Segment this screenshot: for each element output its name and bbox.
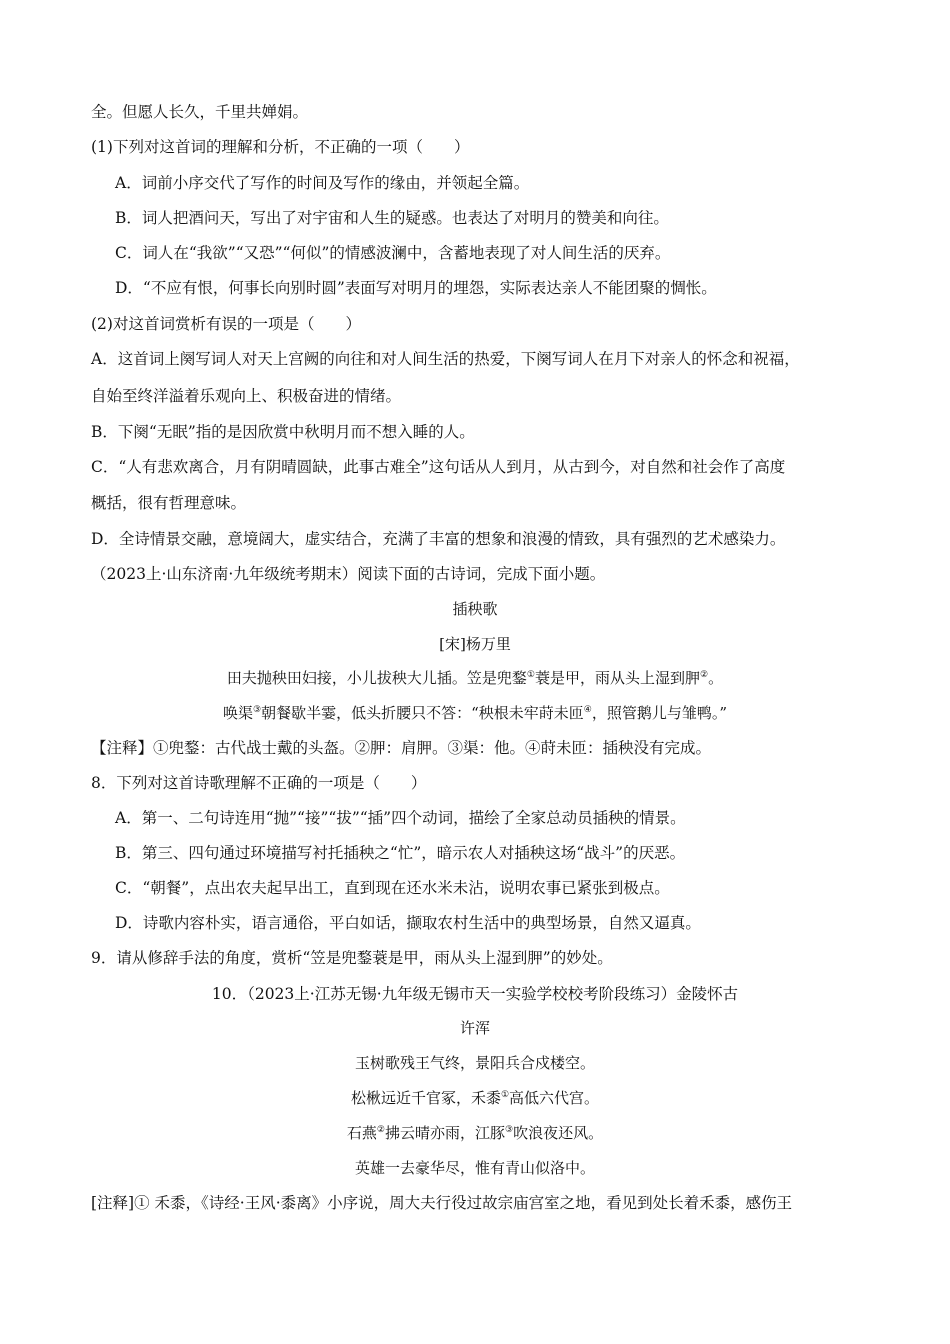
- option-c: C．“朝餐”，点出农夫起早出工，直到现在还水米未沾，说明农事已紧张到极点。: [115, 879, 670, 897]
- option-a: A．词前小序交代了写作的时间及写作的缘由，并领起全篇。: [115, 174, 530, 192]
- footnote-mark: ③: [505, 1125, 514, 1135]
- option-b: B．第三、四句通过环境描写衬托插秧之“忙”，暗示农人对插秧这场“战斗”的厌恶。: [115, 844, 686, 862]
- question-2: (2)对这首词赏析有误的一项是（ ）: [91, 315, 361, 333]
- source-line: （2023上·山东济南·九年级统考期末）阅读下面的古诗词，完成下面小题。: [91, 565, 606, 583]
- option-d: D．全诗情景交融，意境阔大，虚实结合，充满了丰富的想象和浪漫的情致，具有强烈的艺术感染力。: [91, 530, 786, 548]
- question-1: (1)下列对这首词的理解和分析，不正确的一项（ ）: [91, 138, 470, 156]
- option-c-line2: 概括，很有哲理意味。: [91, 494, 247, 512]
- poem-line-3: 石燕②拂云晴亦雨，江豚③吹浪夜还风。: [346, 1124, 604, 1142]
- poem-line-2: 松楸远近千官冢，禾黍①高低六代宫。: [350, 1089, 600, 1107]
- option-d: D．诗歌内容朴实，语言通俗，平白如话，撷取农村生活中的典型场景，自然又逼真。: [115, 914, 701, 932]
- question-9: 9．请从修辞手法的角度，赏析“笠是兜鍪蓑是甲，雨从头上湿到胛”的妙处。: [91, 949, 613, 967]
- option-a-line2: 自始至终洋溢着乐观向上、积极奋进的情绪。: [91, 387, 402, 405]
- footnote-mark: ①: [500, 1090, 510, 1100]
- poem-line-4: 英雄一去豪华尽，惟有青山似洛中。: [354, 1159, 595, 1177]
- option-a: A．第一、二句诗连用“抛”“接”“拔”“插”四个动词，描绘了全家总动员插秧的情景。: [115, 809, 686, 827]
- text-line: 全。但愿人长久，千里共婵娟。: [91, 103, 309, 121]
- option-d: D．“不应有恨，何事长向别时圆”表面写对明月的埋怨，实际表达亲人不能团聚的惆怅。: [115, 279, 717, 297]
- option-b: B．词人把酒问天，写出了对宇宙和人生的疑惑。也表达了对明月的赞美和向往。: [115, 209, 669, 227]
- poem-title: 插秧歌: [452, 600, 498, 618]
- footnote-mark: ③: [253, 705, 262, 715]
- poem-line-1: 玉树歌残王气终，景阳兵合戍楼空。: [354, 1054, 595, 1072]
- annotation: 【注释】①兜鍪：古代战士戴的头盔。②胛：肩胛。③渠：他。④莳未匝：插秧没有完成。: [91, 739, 712, 757]
- question-10: 10．（2023上·江苏无锡·九年级无锡市天一实验学校校考阶段练习）金陵怀古: [211, 985, 739, 1003]
- option-a-line1: A．这首词上阕写词人对天上宫阙的向往和对人间生活的热爱，下阕写词人在月下对亲人的怀念和祝福，: [91, 350, 800, 368]
- poem-author: [宋]杨万里: [439, 635, 511, 653]
- footnote-mark: ①: [526, 670, 535, 680]
- option-b: B．下阕“无眠”指的是因欣赏中秋明月而不想入睡的人。: [91, 423, 475, 441]
- footnote-mark: ④: [583, 705, 592, 715]
- annotation: [注释]① 禾黍，《诗经·王风·黍离》小序说，周大夫行役过故宗庙宫室之地，看见到处长着禾黍，感伤王: [91, 1194, 793, 1212]
- poem-author: 许浑: [459, 1019, 490, 1037]
- option-c-line1: C．“人有悲欢离合，月有阴晴圆缺，此事古难全”这句话从人到月，从古到今，对自然和社会作了高度: [91, 458, 786, 476]
- poem-line-2: 唤渠③朝餐歇半霎，低头折腰只不答：“秧根未牢莳未匝④，照管鹅儿与雏鸭。”: [222, 704, 727, 722]
- footnote-mark: ②: [376, 1125, 385, 1135]
- question-8: 8．下列对这首诗歌理解不正确的一项是（ ）: [91, 774, 427, 792]
- footnote-mark: ②: [700, 670, 709, 680]
- option-c: C．词人在“我欲”“又恐”“何似”的情感波澜中，含蓄地表现了对人间生活的厌弃。: [115, 244, 671, 262]
- poem-line-1: 田夫抛秧田妇接，小儿拔秧大儿插。笠是兜鍪①蓑是甲，雨从头上湿到胛②。: [226, 669, 724, 687]
